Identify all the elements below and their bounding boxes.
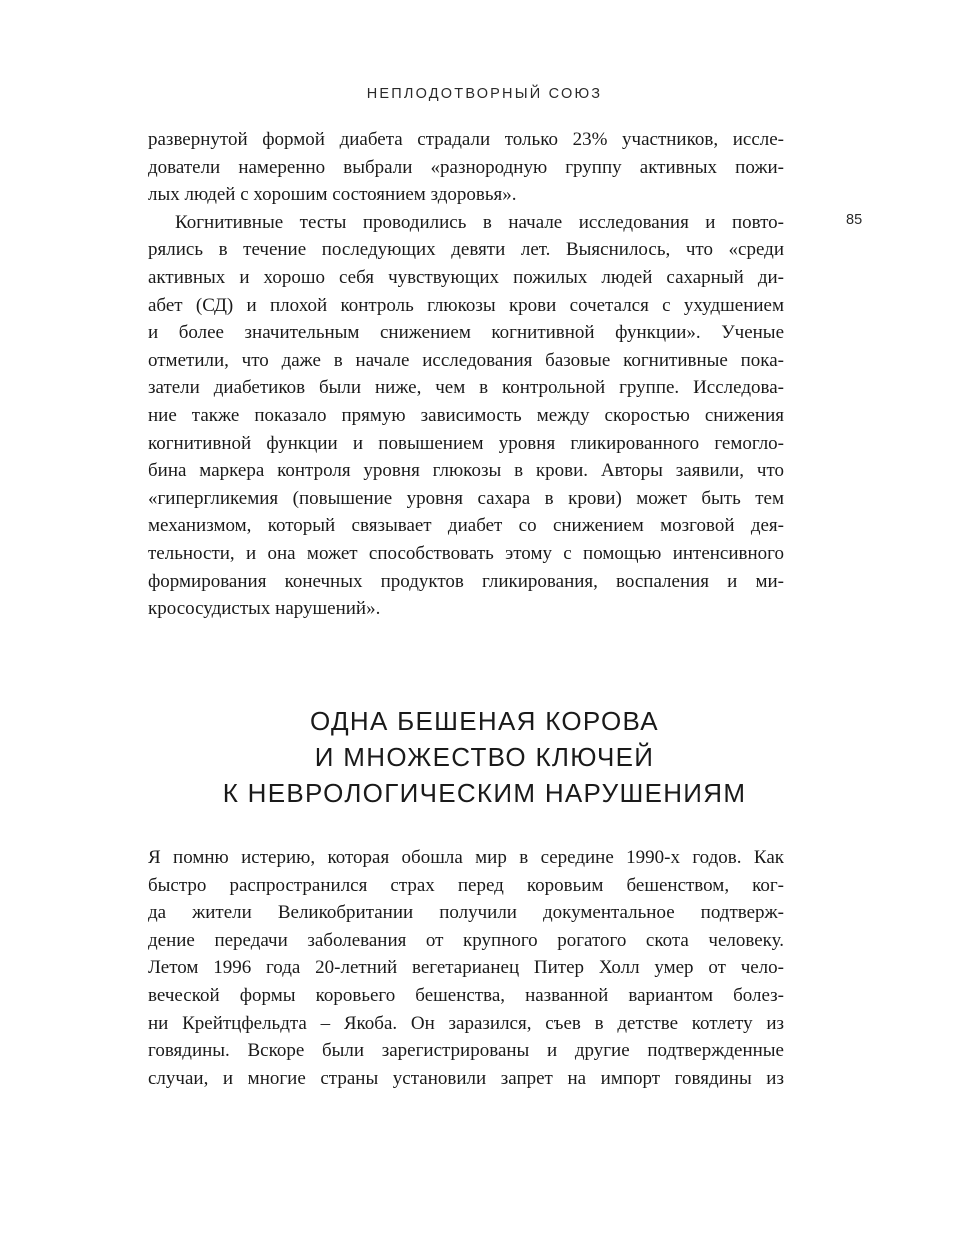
text-line: бина маркера контроля уровня глюкозы в крови. Авторы заявили, что [148, 460, 784, 482]
text-line: ние также показало прямую зависимость между скоростью снижения [148, 404, 784, 426]
section-heading [0, 703, 969, 811]
text-line: ни Крейтцфельдта – Якоба. Он заразился, съев в детстве котлету из [148, 1012, 784, 1034]
text-line: крососудистых нарушений». [148, 598, 381, 620]
text-line: случаи, и многие страны установили запрет на импорт говядины из [148, 1067, 784, 1089]
text-line: затели диабетиков были ниже, чем в контрольной группе. Исследова- [148, 377, 784, 399]
text-line: тельности, и она может способствовать этому с помощью интенсивного [148, 542, 784, 564]
text-line: когнитивной функции и повышением уровня гликированного гемогло- [148, 432, 784, 454]
section-heading-line: И МНОЖЕСТВО КЛЮЧЕЙ [314, 742, 655, 772]
text-line: абет (СД) и плохой контроль глюкозы крови сочетался с ухудшением [148, 294, 784, 316]
text-line: Летом 1996 года 20-летний вегетарианец Питер Холл умер от чело- [148, 957, 784, 979]
text-line: рялись в течение последующих девяти лет. Выяснилось, что «среди [148, 239, 784, 261]
text-line: «гипергликемия (повышение уровня сахара в крови) может быть тем [148, 487, 784, 509]
running-head: НЕПЛОДОТВОРНЫЙ СОЮЗ [366, 86, 603, 102]
text-line: формирования конечных продуктов гликирования, воспаления и ми- [148, 570, 784, 592]
text-line: Я помню истерию, которая обошла мир в середине 1990-х годов. Как [148, 847, 784, 868]
section-heading-line: ОДНА БЕШЕНАЯ КОРОВА [310, 706, 659, 736]
text-line: Когнитивные тесты проводились в начале исследования и повто- [175, 211, 784, 233]
text-line: отметили, что даже в начале исследования базовые когнитивные пока- [148, 349, 784, 371]
text-line: дователи намеренно выбрали «разнородную группу активных пожи- [148, 156, 784, 178]
text-line: лых людей с хорошим состоянием здоровья». [148, 184, 517, 206]
text-line: и более значительным снижением когнитивной функции». Ученые [148, 322, 784, 344]
body-text-top [148, 126, 784, 623]
section-heading-line: К НЕВРОЛОГИЧЕСКИМ НАРУШЕНИЯМ [222, 778, 747, 808]
page-number: 85 [846, 212, 863, 228]
text-line: дение передачи заболевания от крупного рогатого скота человеку. [148, 929, 784, 951]
text-line: активных и хорошо себя чувствующих пожилых людей сахарный ди- [148, 266, 784, 288]
text-line: развернутой формой диабета страдали только 23% участников, иссле- [148, 129, 784, 150]
body-text-bottom [148, 844, 784, 1092]
text-line: да жители Великобритании получили документальное подтверж- [148, 902, 784, 924]
text-line: быстро распространился страх перед коровьим бешенством, ког- [148, 874, 784, 896]
text-line: механизмом, который связывает диабет со снижением мозговой дея- [148, 515, 784, 537]
text-line: веческой формы коровьего бешенства, названной вариантом болез- [148, 984, 784, 1006]
text-line: говядины. Вскоре были зарегистрированы и другие подтвержденные [148, 1040, 784, 1062]
